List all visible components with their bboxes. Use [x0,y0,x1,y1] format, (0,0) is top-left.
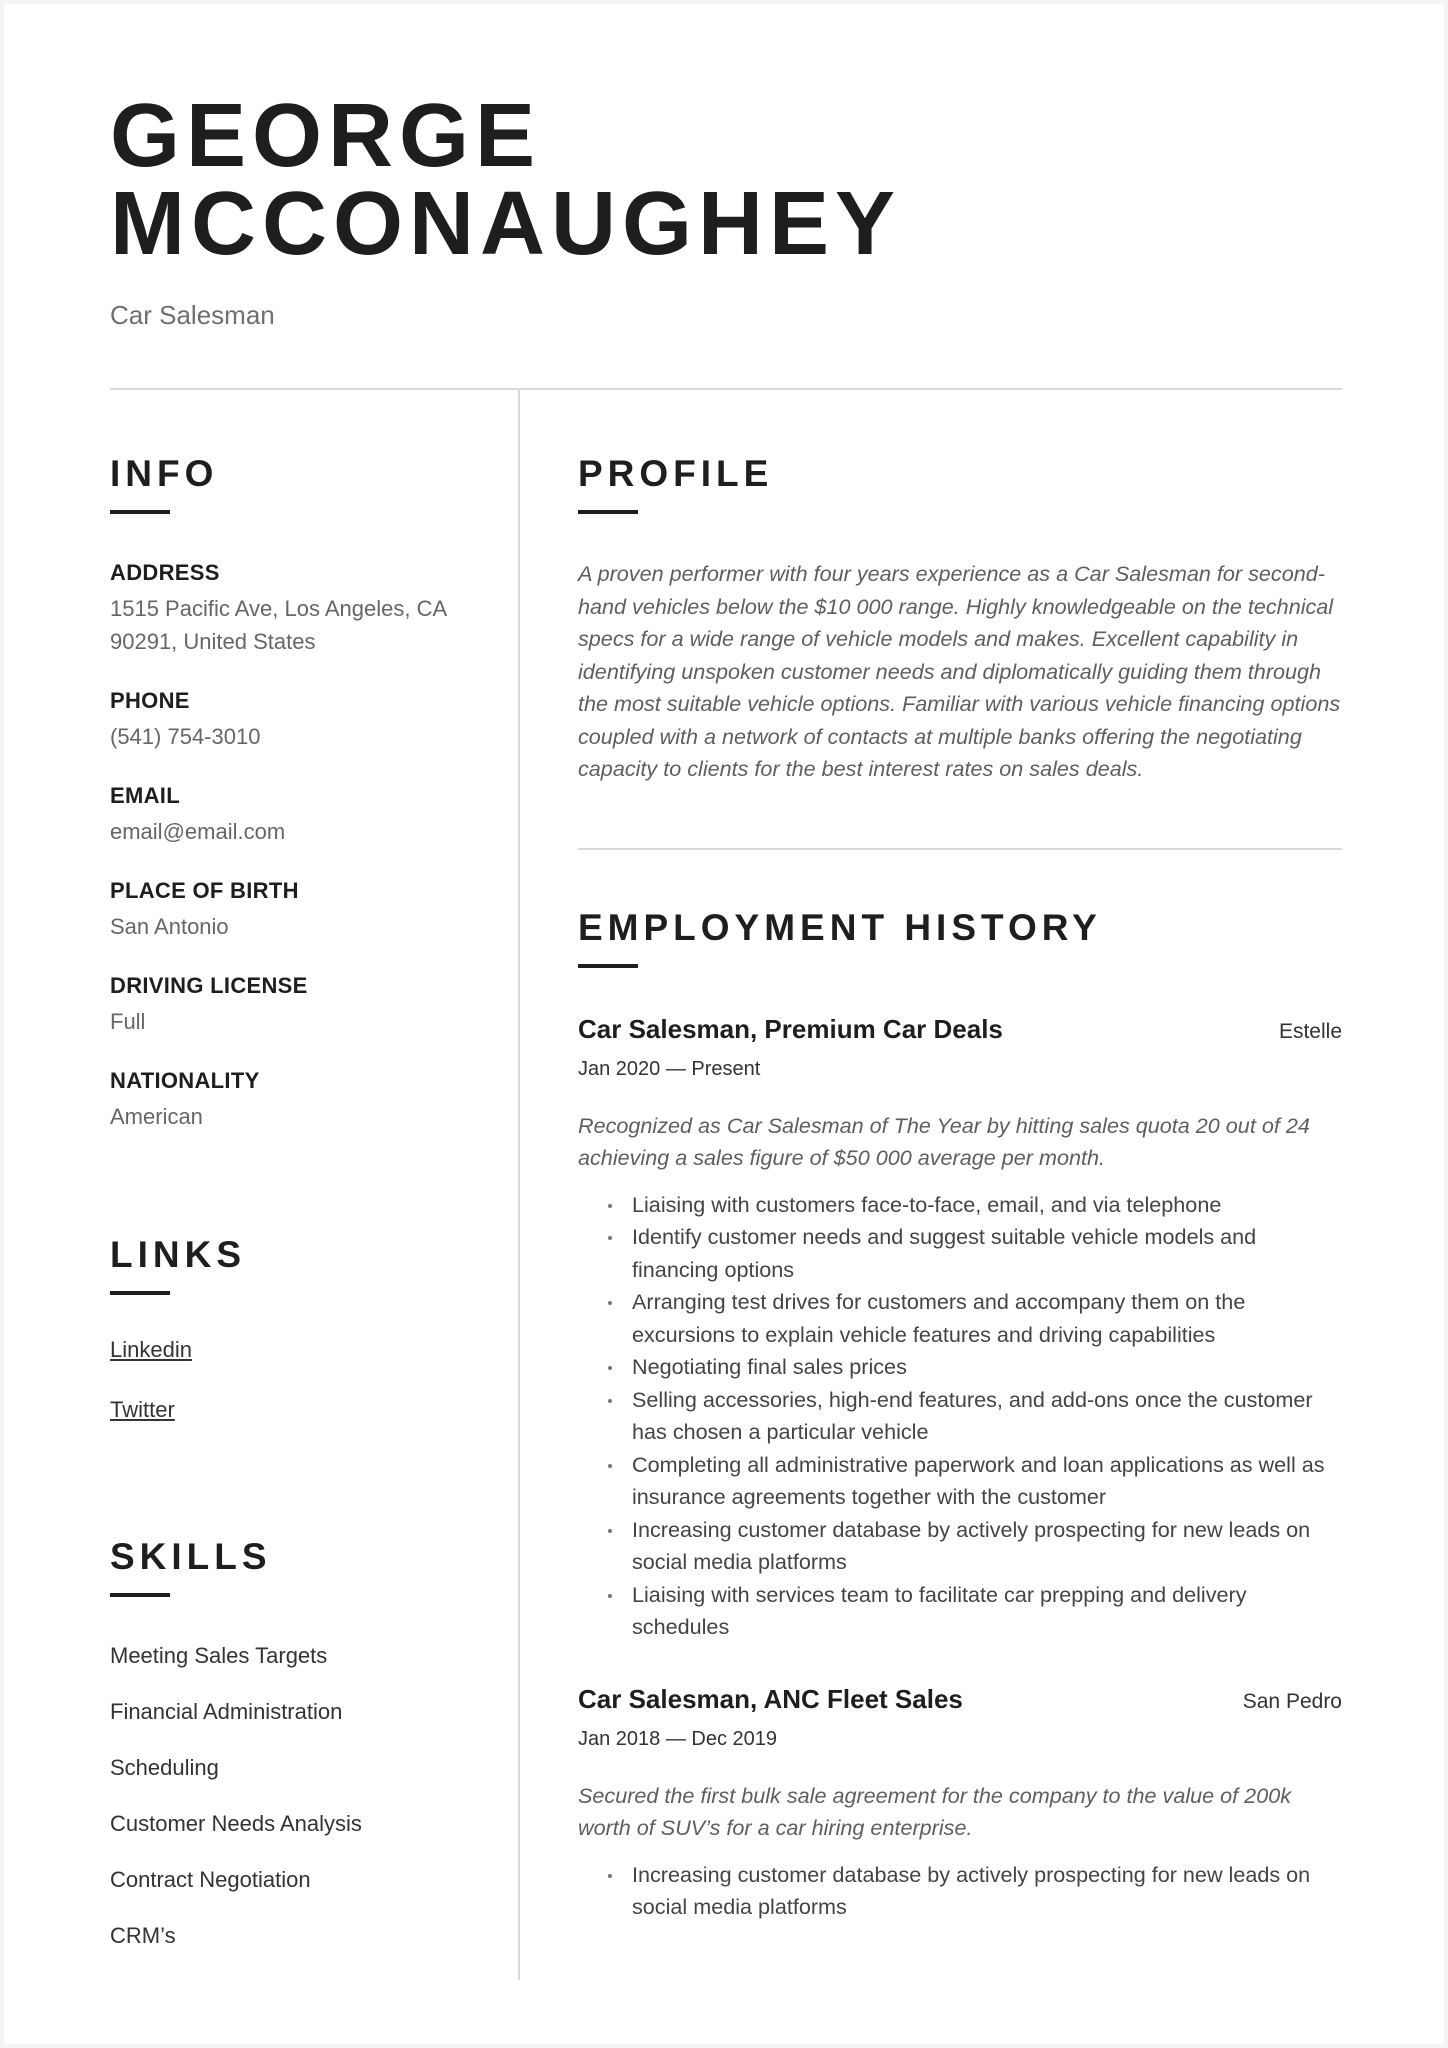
job-bullet: Completing all administrative paperwork and loan applications as well as insurance agreements together with the customer [578,1449,1342,1514]
full-name [110,86,902,274]
job-city: Estelle [1278,1019,1342,1043]
info-email [110,781,490,848]
skills-heading: SKILLS [110,1536,272,1577]
info-value: email@email.com [110,819,286,844]
skill-item: Meeting Sales Targets [110,1643,328,1668]
job-position: Car Salesman, Premium Car Deals [578,1013,1003,1044]
employment-heading: EMPLOYMENT HISTORY [578,906,1102,948]
job-dates: Jan 2020 — Present [578,1057,761,1080]
info-label: NATIONALITY [110,1068,260,1093]
profile-heading: PROFILE [578,453,774,494]
column-divider [518,390,520,1980]
info-label: PLACE OF BIRTH [110,878,299,903]
info-label: EMAIL [110,783,180,808]
skills-section [110,1455,490,1951]
job-bullet: Liaising with customers face-to-face, email, and via telephone [578,1189,1342,1222]
job-city: San Pedro [1242,1689,1342,1713]
employment-section [578,850,1342,1924]
job-summary: Recognized as Car Salesman of The Year by hitting sales quota 20 out of 24 achieving a sales figure of $50 000 average per month. [578,1112,1310,1170]
job-position: Car Salesman, ANC Fleet Sales [578,1683,963,1714]
name-line-last: MCCONAUGHEY [110,174,902,274]
job-bullets [578,1859,1342,1924]
info-phone [110,686,490,753]
job-bullet: Identify customer needs and suggest suitable vehicle models and financing options [578,1221,1342,1286]
skill-item: Contract Negotiation [110,1867,311,1892]
job-title: Car Salesman [110,300,275,330]
twitter-link[interactable]: Twitter [110,1397,175,1422]
info-address [110,558,490,658]
left-column [110,390,490,1977]
info-label: ADDRESS [110,560,220,585]
info-heading: INFO [110,453,219,494]
info-label: PHONE [110,688,190,713]
job-header [578,1682,1342,1716]
info-value: 1515 Pacific Ave, Los Angeles, CA 90291, United States [110,596,446,654]
info-nationality [110,1066,490,1133]
info-section [110,390,490,1133]
job-entry [578,1012,1342,1644]
info-value: (541) 754-3010 [110,724,261,749]
linkedin-link[interactable]: Linkedin [110,1337,192,1362]
skill-item: Financial Administration [110,1699,343,1724]
resume-page [4,4,1444,2044]
info-place-of-birth [110,876,490,943]
info-value: Full [110,1009,146,1034]
name-line-first: GEORGE [110,86,542,186]
profile-summary: A proven performer with four years experience as a Car Salesman for second-hand vehicles below the $10 000 range. Highly knowledgeable on the technical specs for a wide range of vehicle models and makes. Excellent capability in identifying unspoken customer needs and diplomatically guiding them through the most suitable vehicle options. Familiar with various vehicle financing options coupled with a network of contacts at multiple banks offering the negotiating capacity to clients for the best interest rates on sales deals. [578,561,1341,781]
job-summary: Secured the first bulk sale agreement for the company to the value of 200k worth of SUV’s for a car hiring enterprise. [578,1782,1292,1840]
job-bullets [578,1189,1342,1644]
info-driving-license [110,971,490,1038]
links-heading: LINKS [110,1234,246,1275]
job-entry [578,1682,1342,1924]
job-bullet: Increasing customer database by actively prospecting for new leads on social media platforms [578,1514,1342,1579]
job-dates: Jan 2018 — Dec 2019 [578,1727,778,1750]
job-bullet: Negotiating final sales prices [578,1351,1342,1384]
profile-section [578,390,1342,786]
skill-item: Scheduling [110,1755,219,1780]
job-bullet: Selling accessories, high-end features, and add-ons once the customer has chosen a particular vehicle [578,1384,1342,1449]
job-header [578,1012,1342,1046]
skill-item: Customer Needs Analysis [110,1811,362,1836]
job-bullet: Liaising with services team to facilitate car prepping and delivery schedules [578,1579,1342,1644]
right-column [578,390,1342,1924]
info-value: San Antonio [110,914,229,939]
job-bullet: Arranging test drives for customers and accompany them on the excursions to explain vehicle features and driving capabilities [578,1286,1342,1351]
skill-item: CRM’s [110,1923,176,1948]
info-label: DRIVING LICENSE [110,973,308,998]
info-value: American [110,1104,203,1129]
links-section [110,1161,490,1425]
job-bullet: Increasing customer database by actively prospecting for new leads on social media platforms [578,1859,1342,1924]
